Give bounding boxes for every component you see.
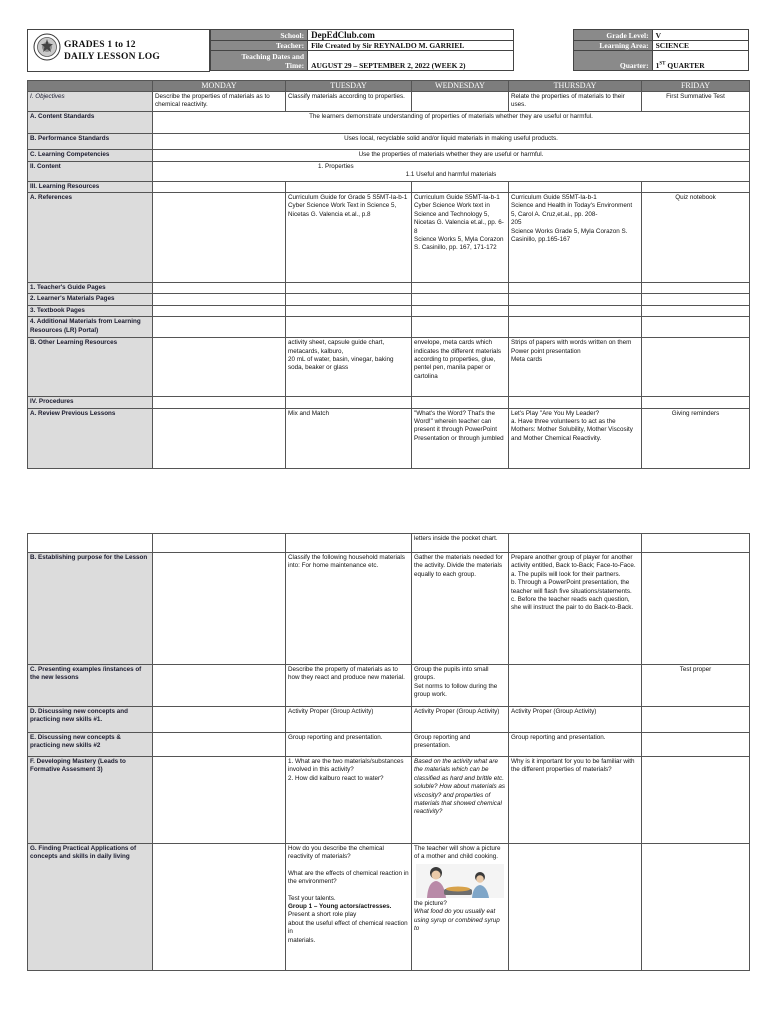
references-friday: Quiz notebook xyxy=(642,193,750,283)
row-competencies xyxy=(28,149,750,161)
row-application xyxy=(28,844,750,971)
title-line-2: DAILY LESSON LOG xyxy=(64,52,160,62)
application-wed-1: The teacher will show a picture of a mother and child cooking. xyxy=(414,845,501,861)
references-wednesday: Curriculum Guide S5MT-Ia-b-1 Cyber Science Work text in Science and Technology 5, Nicetas G. Valencia et.al., pp. 6-8 Science Works 5, Myla Corazon S. Casinillo, pp. 167, 171-172 xyxy=(412,193,509,283)
header-title-box xyxy=(27,29,210,72)
row-learning-resources xyxy=(28,181,750,192)
row-label: 1. Teacher's Guide Pages xyxy=(28,283,153,294)
row-label: E. Discussing new concepts & practicing new skills #2 xyxy=(28,733,153,757)
teacher-value: File Created by Sir REYNALDO M. GARRIEL xyxy=(308,41,514,51)
purpose-friday xyxy=(642,553,750,665)
row-references xyxy=(28,193,750,283)
other-wednesday: envelope, meta cards which indicates the different materials according to properties, glue, pentel pen, manila paper or cartolina xyxy=(412,338,509,397)
row-label: B. Other Learning Resources xyxy=(28,338,153,397)
objective-tuesday: Classify materials according to properties. xyxy=(286,92,412,112)
row-review xyxy=(28,408,750,468)
row-label: A. References xyxy=(28,193,153,283)
row-performance-standards xyxy=(28,133,750,149)
application-tue-5: Present a short role play about the useful effect of chemical reaction in materials. xyxy=(288,911,408,944)
review-friday: Giving reminders xyxy=(642,408,750,468)
row-label: IV. Procedures xyxy=(28,397,153,408)
purpose-thursday: Prepare another group of player for another activity entitled, Back to-Back; Face-to-Face. a. The pupils will look for their partners. b. Through a PowerPoint presentation, the teacher will flash five situations/statements. c. Before the teacher reads each question, she will instruct the pair to do Back-to-Back. xyxy=(509,553,642,665)
row-label: 4. Additional Materials from Learning Resources (LR) Portal) xyxy=(28,317,153,338)
row-label: 2. Learner's Materials Pages xyxy=(28,294,153,305)
grade-label: Grade Level: xyxy=(573,30,652,41)
dates-label-line-1: Teaching Dates and xyxy=(241,51,305,61)
review-cont-label xyxy=(28,534,153,553)
review-thursday: Let's Play "Are You My Leader? a. Have three volunteers to act as the Mothers: Mother Solubility, Mother Viscosity and Mother Chemical Reactivity. xyxy=(509,408,642,468)
discuss2-tuesday: Group reporting and presentation. xyxy=(286,733,412,757)
row-label: C. Learning Competencies xyxy=(28,149,153,161)
review-tuesday: Mix and Match xyxy=(286,408,412,468)
teacher-label: Teacher: xyxy=(211,41,308,51)
row-discuss-2 xyxy=(28,733,750,757)
lesson-log-title xyxy=(64,39,160,63)
content-line-2: 1.1 Useful and harmful materials xyxy=(405,171,497,179)
row-objectives xyxy=(28,92,750,112)
school-label: School: xyxy=(211,30,308,41)
review-wednesday-continued: letters inside the pocket chart. xyxy=(412,534,509,553)
lesson-log-header xyxy=(27,29,749,73)
references-monday xyxy=(153,193,286,283)
dates-label-line-2: Time: xyxy=(285,60,305,70)
examples-thursday xyxy=(509,665,642,707)
area-label: Learning Area: xyxy=(573,41,652,51)
purpose-wednesday: Gather the materials needed for the activity. Divide the materials equally to each group. xyxy=(412,553,509,665)
row-examples xyxy=(28,665,750,707)
row-purpose xyxy=(28,553,750,665)
quarter-suffix: ST xyxy=(659,61,666,67)
content-line-1: 1. Properties xyxy=(318,162,354,170)
quarter-value xyxy=(652,51,748,71)
row-label: C. Presenting examples /instances of the new lessons xyxy=(28,665,153,707)
row-label: B. Establishing purpose for the Lesson xyxy=(28,553,153,665)
row-textbook xyxy=(28,305,750,316)
application-tue-4: Group 1 – Young actors/actresses. xyxy=(288,903,392,911)
row-content-standards xyxy=(28,111,750,133)
row-label: A. Review Previous Lessons xyxy=(28,408,153,468)
mastery-tuesday: 1. What are the two materials/substances involved in this activity? 2. How did kalburo react to water? xyxy=(286,757,412,844)
quarter-label: Quarter: xyxy=(573,51,652,71)
references-thursday: Curriculum Guide S5MT-Ia-b-1 Science and Health in Today's Environment 5, Carol A. Cruz,et.al., pp. 208- 205 Science Works Grade 5, Myla Corazon S. Casinillo, pp.165-167 xyxy=(509,193,642,283)
lesson-log-table-page-1 xyxy=(27,80,750,469)
mastery-thursday: Why is it important for you to be familiar with the different properties of materials? xyxy=(509,757,642,844)
day-header-wednesday: WEDNESDAY xyxy=(412,81,509,92)
day-header-friday: FRIDAY xyxy=(642,81,750,92)
other-monday xyxy=(153,338,286,397)
dates-value: AUGUST 29 – SEPTEMBER 2, 2022 (WEEK 2) xyxy=(308,51,514,71)
purpose-monday xyxy=(153,553,286,665)
deped-seal-icon xyxy=(33,33,61,61)
purpose-tuesday: Classify the following household materials into: For home maintenance etc. xyxy=(286,553,412,665)
row-content xyxy=(28,161,750,181)
row-additional-materials xyxy=(28,317,750,338)
day-header-tuesday: TUESDAY xyxy=(286,81,412,92)
grade-value: V xyxy=(652,30,748,41)
review-wednesday: "What's the Word? That's the Word!" wherein teacher can present it through PowerPoint Presentation or through jumbled xyxy=(412,408,509,468)
lesson-log-table-page-2 xyxy=(27,533,750,971)
discuss1-wednesday: Activity Proper (Group Activity) xyxy=(412,707,509,733)
content-standards-value: The learners demonstrate understanding of properties of materials whether they are useful or harmful. xyxy=(153,111,750,133)
row-label: F. Developing Mastery (Leads to Formative Assesment 3) xyxy=(28,757,153,844)
title-line-1: GRADES 1 to 12 xyxy=(64,40,136,50)
application-wed-3: What food do you usually eat using syrup or combined syrup to xyxy=(414,908,500,933)
objective-wednesday xyxy=(412,92,509,112)
examples-friday: Test proper xyxy=(642,665,750,707)
row-label: B. Performance Standards xyxy=(28,133,153,149)
content-value xyxy=(153,161,750,181)
review-monday xyxy=(153,408,286,468)
competencies-value: Use the properties of materials whether they are useful or harmful. xyxy=(153,149,750,161)
row-label: I. Objectives xyxy=(28,92,153,112)
page-1 xyxy=(0,0,768,478)
objective-friday: First Summative Test xyxy=(642,92,750,112)
discuss2-thursday: Group reporting and presentation. xyxy=(509,733,642,757)
row-label: II. Content xyxy=(28,161,153,181)
examples-tuesday: Describe the property of materials as to how they react and produce new material. xyxy=(286,665,412,707)
application-tue-3: Test your talents. xyxy=(288,894,336,902)
mastery-wednesday: Based on the activity what are the materials which can be classified as hard and brittle etc. soluble? How about materials as viscosity? and properties of materials that showed chemical reactivity? xyxy=(412,757,509,844)
row-label: G. Finding Practical Applications of concepts and skills in daily living xyxy=(28,844,153,971)
row-procedures xyxy=(28,397,750,408)
application-wednesday xyxy=(412,844,509,971)
row-discuss-1 xyxy=(28,707,750,733)
row-label: III. Learning Resources xyxy=(28,181,153,192)
row-label: D. Discussing new concepts and practicing new skills #1. xyxy=(28,707,153,733)
row-learners-materials xyxy=(28,294,750,305)
application-tue-1: How do you describe the chemical reactivity of materials? xyxy=(288,845,384,861)
row-other-resources xyxy=(28,338,750,397)
corner-header xyxy=(28,81,153,92)
discuss2-wednesday: Group reporting and presentation. xyxy=(412,733,509,757)
school-value: DepEdClub.com xyxy=(308,30,514,41)
examples-wednesday: Group the pupils into small groups. Set norms to follow during the group work. xyxy=(412,665,509,707)
row-teachers-guide xyxy=(28,283,750,294)
examples-monday xyxy=(153,665,286,707)
application-tuesday xyxy=(286,844,412,971)
mother-child-cooking-picture xyxy=(416,864,504,898)
day-header-monday: MONDAY xyxy=(153,81,286,92)
dates-label xyxy=(211,51,308,71)
row-label: 3. Textbook Pages xyxy=(28,305,153,316)
quarter-word: QUARTER xyxy=(665,61,705,70)
application-wed-2: the picture? xyxy=(414,899,447,907)
performance-standards-value: Uses local, recyclable solid and/or liquid materials in making useful products. xyxy=(153,133,750,149)
objective-monday: Describe the properties of materials as to chemical reactivity. xyxy=(153,92,286,112)
application-tue-2: What are the effects of chemical reaction in the environment? xyxy=(288,869,409,886)
row-review-continued xyxy=(28,534,750,553)
discuss1-tuesday: Activity Proper (Group Activity) xyxy=(286,707,412,733)
other-tuesday: activity sheet, capsule guide chart, metacards, kalburo, 20 mL of water, basin, vinegar, baking soda, beaker or glass xyxy=(286,338,412,397)
day-header-thursday: THURSDAY xyxy=(509,81,642,92)
quarter-number: 1 xyxy=(655,61,660,70)
objective-thursday: Relate the properties of materials to their uses. xyxy=(509,92,642,112)
row-mastery xyxy=(28,757,750,844)
references-tuesday: Curriculum Guide for Grade 5 S5MT-Ia-b-1 Cyber Science Work Text in Science 5, Nicetas G. Valencia et.al., p.8 xyxy=(286,193,412,283)
other-thursday: Strips of papers with words written on them Power point presentation Meta cards xyxy=(509,338,642,397)
header-info-table xyxy=(210,29,749,71)
page-2 xyxy=(0,530,768,1024)
discuss1-thursday: Activity Proper (Group Activity) xyxy=(509,707,642,733)
row-label: A. Content Standards xyxy=(28,111,153,133)
other-friday xyxy=(642,338,750,397)
area-value: SCIENCE xyxy=(652,41,748,51)
